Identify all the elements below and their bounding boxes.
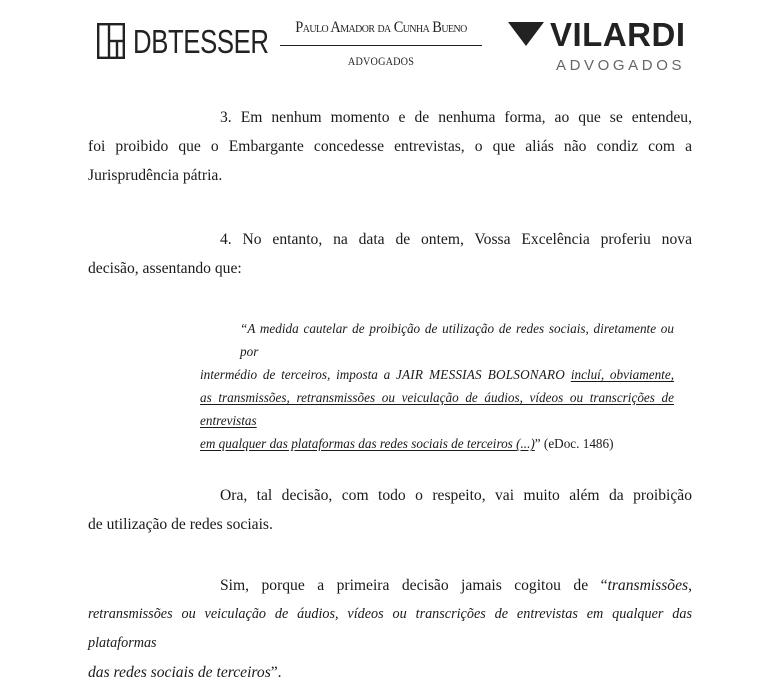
paragraph-5-line-2: de utilização de redes sociais. xyxy=(88,516,273,533)
paragraph-6-line-3b: ”. xyxy=(270,664,282,681)
paragraph-6-line-1a: Sim, porque a primeira decisão jamais cogitou de “ xyxy=(220,577,608,594)
paragraph-4-line-2: decisão, assentando que: xyxy=(88,260,242,277)
paragraph-3 xyxy=(88,103,692,190)
vilardi-triangle-icon xyxy=(508,22,544,46)
vilardi-subtitle: ADVOGADOS xyxy=(556,57,686,74)
quote-line-3: as transmissões, retransmissões ou veiculação de áudios, vídeos ou transcrições de entrevistas xyxy=(200,390,674,428)
quote-line-2c: incluí, obviamente, xyxy=(570,367,674,382)
paragraph-5 xyxy=(88,481,692,539)
paragraph-6-line-3a: das redes sociais de terceiros xyxy=(88,664,271,681)
pacb-logo xyxy=(276,20,486,67)
dbtesser-mark-icon xyxy=(97,23,125,59)
paragraph-6-line-1b: transmissões, xyxy=(607,577,692,594)
paragraph-3-line-1: 3. Em nenhum momento e de nenhuma forma, ao que se entendeu, xyxy=(220,109,692,126)
pacb-name: Paulo Amador da Cunha Bueno xyxy=(295,19,467,36)
quote-line-1: “A medida cautelar de proibição de utilização de redes sociais, diretamente ou por xyxy=(240,321,674,359)
paragraph-3-line-3: Jurisprudência pátria. xyxy=(88,167,223,184)
paragraph-4 xyxy=(88,225,692,283)
vilardi-logo xyxy=(508,14,703,73)
paragraph-5-line-1: Ora, tal decisão, com todo o respeito, vai muito além da proibição xyxy=(220,487,692,504)
pacb-divider xyxy=(280,45,482,46)
vilardi-name: VILARDI xyxy=(550,15,686,53)
quote-line-4a: em qualquer das plataformas das redes sociais de terceiros (...) xyxy=(200,436,535,451)
paragraph-6 xyxy=(88,571,692,687)
letterhead xyxy=(0,0,761,90)
dbtesser-name: DBTESSER xyxy=(133,22,269,60)
pacb-subtitle: ADVOGADOS xyxy=(347,54,415,68)
quote-citation: ” (eDoc. 1486) xyxy=(534,436,614,451)
quote-line-2a: intermédio de terceiros, imposta a xyxy=(200,367,396,382)
quote-defendant-name: JAIR MESSIAS BOLSONARO xyxy=(396,367,566,382)
paragraph-4-line-1: 4. No entanto, na data de ontem, Vossa Excelência proferiu nova xyxy=(220,231,692,248)
paragraph-3-line-2: foi proibido que o Embargante concedesse entrevistas, o que aliás não condiz com a xyxy=(88,138,692,155)
block-quote xyxy=(200,317,674,455)
paragraph-6-line-2: retransmissões ou veiculação de áudios, vídeos ou transcrições de entrevistas em qualquer das plataformas xyxy=(88,606,692,651)
